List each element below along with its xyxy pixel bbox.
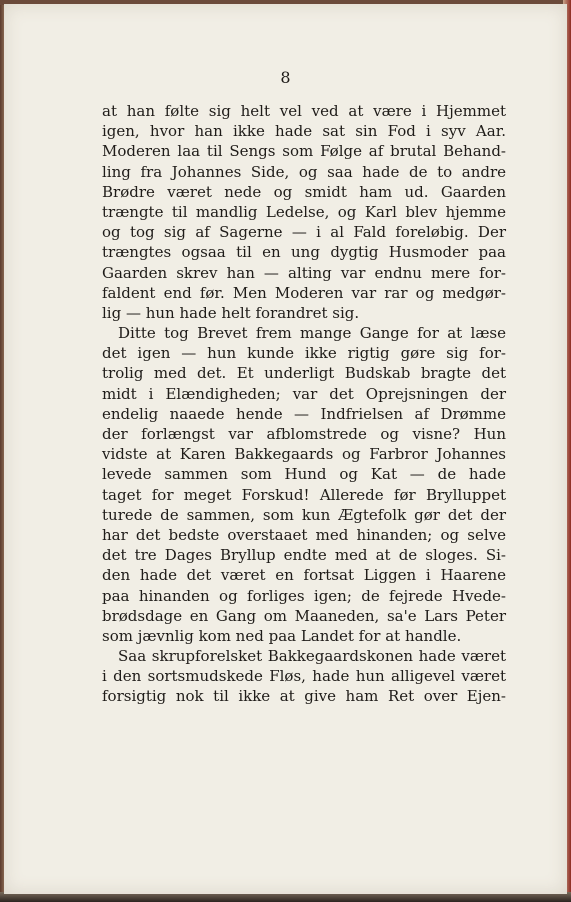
text-line: Saa skrupforelsket Bakkegaardskonen hade været: [118, 647, 506, 666]
text-line: som jævnlig kom ned paa Landet for at handle.: [102, 626, 462, 645]
text-line: Gaarden skrev han — alting var endnu mere for-: [102, 263, 506, 282]
text-line: Moderen laa til Sengs som Følge af brutal Behand-: [102, 142, 506, 161]
text-line: Ditte tog Brevet frem mange Gange for at læse: [118, 324, 506, 343]
text-line: forsigtig nok til ikke at give ham Ret over Ejen-: [102, 687, 506, 706]
text-line: der forlængst var afblomstrede og visne? Hun: [102, 425, 506, 443]
text-line: ling fra Johannes Side, og saa hade de to andre: [102, 162, 506, 181]
text-line: i den sortsmudskede Fløs, hade hun alligevel været: [102, 667, 506, 686]
text-line: Brødre været nede og smidt ham ud. Gaarden: [102, 182, 506, 201]
text-line: paa hinanden og forliges igen; de fejrede Hvede-: [102, 586, 506, 605]
text-line: endelig naaede hende — Indfrielsen af Drømme: [102, 404, 506, 423]
text-line: faldent end før. Men Moderen var rar og medgør-: [102, 283, 506, 302]
page-number: 8: [280, 68, 291, 87]
text-line: og tog sig af Sagerne — i al Fald foreløbig. Der: [102, 223, 506, 242]
text-line: taget for meget Forskud! Allerede før Brylluppet: [102, 485, 506, 504]
text-line: det igen — hun kunde ikke rigtig gøre sig for-: [102, 344, 506, 363]
text-line: vidste at Karen Bakkegaards og Farbror Johannes: [102, 445, 506, 464]
text-line: turede de sammen, som kun Ægtefolk gør det der: [102, 505, 506, 524]
text-line: den hade det været en fortsat Liggen i Haarene: [102, 566, 506, 585]
text-line: har det bedste overstaaet med hinanden; og selve: [102, 525, 506, 544]
text-line: trolig med det. Et underligt Budskab bragte det: [102, 364, 506, 383]
text-line: trængte til mandlig Ledelse, og Karl blev hjemme: [102, 202, 506, 221]
text-line: at han følte sig helt vel ved at være i Hjemmet: [102, 102, 506, 120]
text-line: brødsdage en Gang om Maaneden, sa'e Lars Peter: [102, 606, 506, 625]
text-line: levede sammen som Hund og Kat — de hade: [102, 465, 506, 484]
text-line: igen, hvor han ikke hade sat sin Fod i syv Aar.: [102, 122, 506, 141]
text-line: trængtes ogsaa til en ung dygtig Husmoder paa: [102, 243, 506, 262]
text-line: lig — hun hade helt forandret sig.: [102, 303, 360, 322]
body-text: [102, 101, 506, 707]
text-line: det tre Dages Bryllup endte med at de sloges. Si-: [102, 546, 506, 565]
text-line: midt i Elændigheden; var det Oprejsningen der: [102, 384, 506, 403]
